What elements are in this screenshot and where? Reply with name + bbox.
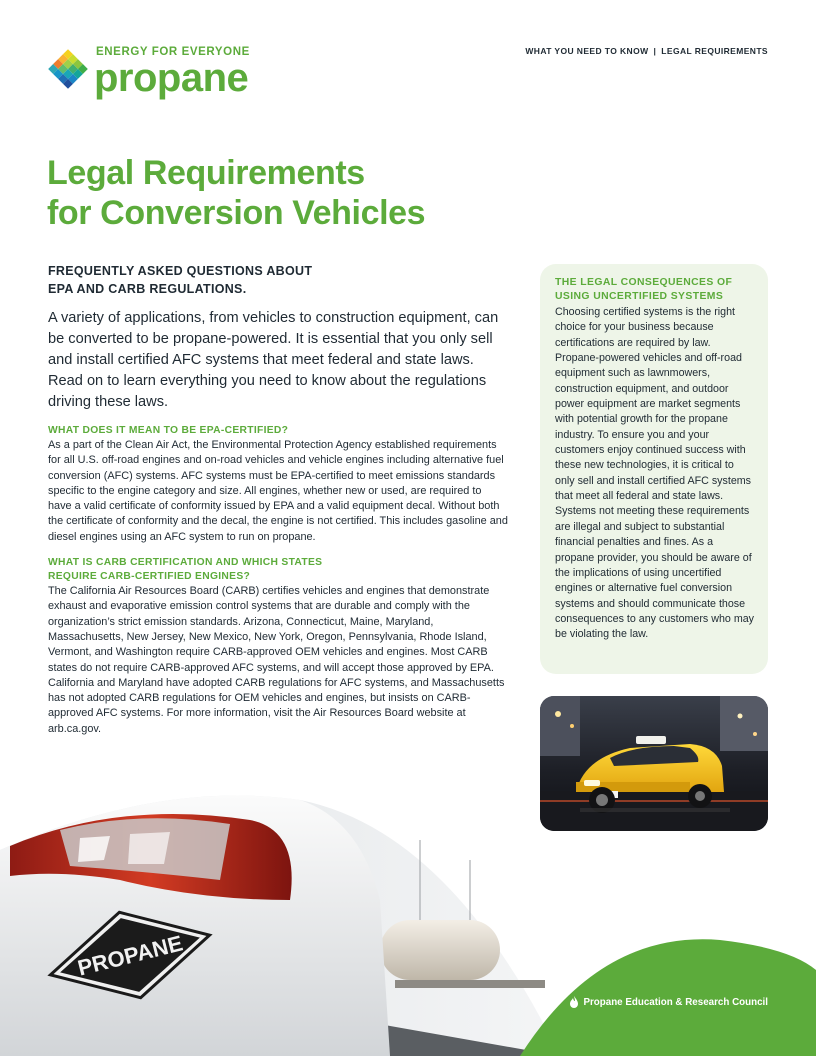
main-column — [48, 262, 508, 737]
sidebar-heading — [555, 276, 754, 304]
faq-heading-line-2: EPA AND CARB REGULATIONS. — [48, 282, 247, 296]
footer-org-name: Propane Education & Research Council — [583, 996, 768, 1008]
question-epa-text: WHAT DOES IT MEAN TO BE EPA-CERTIFIED? — [48, 425, 289, 436]
sidebar-body: Choosing certified systems is the right choice for your business because certifications are required by law. Propane-powered vehicles and off-road equipment such as lawnmowers, construction equipment, and outdoor power equipment are market segments with potential growth for the propane industry. To ensure you and your customers enjoy continued success with these new technologies, it is critical to only sell and install certified AFC systems that meet all federal and state laws. Systems not meeting these requirements are illegal and subject to substantial financial penalties and fines. As a propane provider, you should be aware of the implications of using uncertified engines or alternative fuel conversion systems and should communicate those consequences to any customers who may be violating the law. — [555, 306, 755, 641]
intro-paragraph: A variety of applications, from vehicles to construction equipment, can be converted to be propane-powered. It is essential that you only sell and install certified AFC systems that meet federal and state laws. Read on to learn everything you need to know about the regulations driving these laws. — [48, 310, 499, 410]
question-epa-certified — [48, 424, 508, 438]
logo-tagline: ENERGY FOR EVERYONE — [96, 46, 250, 58]
faq-heading — [48, 262, 508, 298]
answer-epa-certified: As a part of the Clean Air Act, the Environmental Protection Agency established requirements for all U.S. off-road engines and on-road vehicles and vehicle engines including alternative fuel conversion (AFC) systems. AFC systems must be EPA-certified to meet emissions standards specific to the engine category and size. All engines, whether new or used, are required to have a valid certificate of conformity issued by EPA and a valid equipment decal. Without both the certificate of conformity and the decal, the engine is not certified. This includes gasoline and diesel engines using an AFC system to run on propane. — [48, 439, 508, 543]
propane-logo[interactable] — [47, 46, 257, 100]
faq-heading-line-1: FREQUENTLY ASKED QUESTIONS ABOUT — [48, 264, 313, 278]
page-title — [47, 153, 547, 233]
logo-wordmark: propane — [94, 56, 249, 100]
sidebar-heading-line-1: THE LEGAL CONSEQUENCES OF — [555, 277, 733, 288]
breadcrumb-section: WHAT YOU NEED TO KNOW — [525, 46, 649, 56]
question-carb-line-1: WHAT IS CARB CERTIFICATION AND WHICH STATES — [48, 557, 323, 569]
question-carb-line-2: REQUIRE CARB-CERTIFIED ENGINES? — [48, 571, 251, 583]
answer-carb-certification: The California Air Resources Board (CARB) certifies vehicles and engines that demonstrate exhaust and evaporative emission control systems that are durable and comply with the organization’s strict emission standards. Arizona, Connecticut, Maine, Maryland, Massachusetts, New Jersey, New Mexico, New York, Oregon, Pennsylvania, Rhode Island, Vermont, and Washington require CARB-approved OEM vehicles and engines. Most CARB states do not require CARB-approved AFC systems, and will accept those approved by EPA. California and Maryland have adopted CARB regulations for AFC systems, and Massachusetts has not adopted CARB regulations for OEM vehicles and engines, but insists on CARB-approved AFC systems. For more information, visit the Air Resources Board website at arb.ca.gov. — [48, 585, 505, 735]
breadcrumb-separator: | — [653, 46, 657, 56]
bottom-artwork — [0, 780, 816, 1056]
title-line-2: for Conversion Vehicles — [47, 194, 426, 232]
sidebar-legal-consequences — [540, 264, 768, 674]
diamond-mosaic-icon — [47, 48, 89, 90]
flame-icon — [570, 996, 578, 1008]
footer-org[interactable] — [570, 996, 768, 1008]
header-breadcrumb — [525, 46, 768, 56]
title-line-1: Legal Requirements — [47, 154, 365, 192]
breadcrumb-topic: LEGAL REQUIREMENTS — [661, 46, 768, 56]
sidebar-heading-line-2: USING UNCERTIFIED SYSTEMS — [555, 291, 724, 302]
propane-badge-text: PROPANE — [75, 930, 186, 981]
question-carb-certification — [48, 556, 508, 584]
